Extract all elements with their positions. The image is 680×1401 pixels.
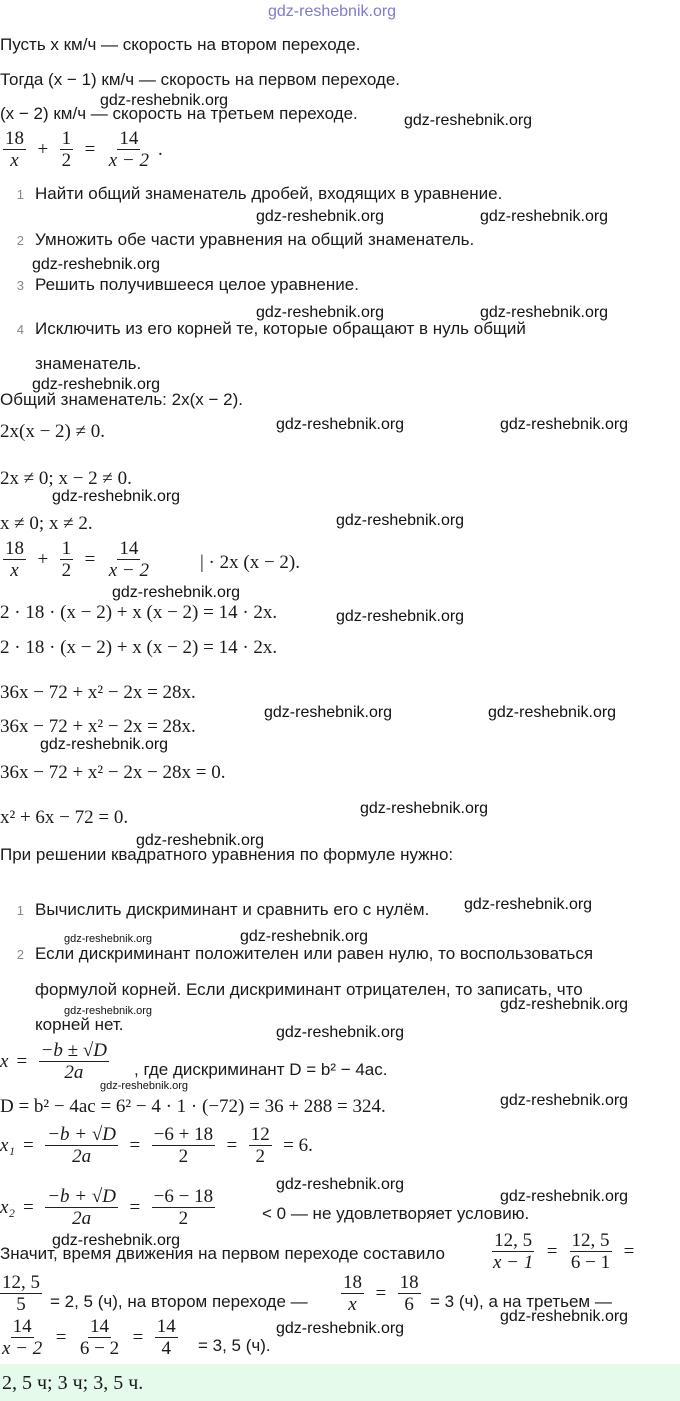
watermark: gdz-reshebnik.org	[100, 92, 229, 109]
step-number: 2	[16, 233, 24, 248]
watermark: gdz-reshebnik.org	[500, 996, 629, 1013]
multiplier: | · 2x (x − 2).	[200, 552, 301, 573]
watermark: gdz-reshebnik.org	[500, 1308, 629, 1325]
watermark: gdz-reshebnik.org	[256, 304, 385, 321]
nonzero-condition-1: 2x(x − 2) ≠ 0.	[0, 421, 106, 442]
step-number: 1	[16, 903, 24, 918]
time-third-result: = 3, 5 (ч).	[198, 1336, 271, 1355]
watermark: gdz-reshebnik.org	[276, 1320, 405, 1337]
watermark: gdz-reshebnik.org	[32, 376, 161, 393]
step-text: Решить получившееся целое уравнение.	[35, 275, 359, 294]
answer: 2, 5 ч; 3 ч; 3, 5 ч.	[2, 1372, 144, 1394]
watermark: gdz-reshebnik.org	[32, 256, 161, 273]
common-denominator: Общий знаменатель: 2x(x − 2).	[0, 390, 243, 409]
watermark: gdz-reshebnik.org	[336, 512, 465, 529]
expanded-2: 2 · 18 · (x − 2) + x (x − 2) = 14 · 2x.	[0, 637, 278, 658]
watermark: gdz-reshebnik.org	[480, 304, 609, 321]
watermark: gdz-reshebnik.org	[404, 112, 533, 129]
watermark: gdz-reshebnik.org	[64, 1005, 153, 1017]
watermark: gdz-reshebnik.org	[276, 1024, 405, 1041]
watermark: gdz-reshebnik.org	[500, 1188, 629, 1205]
root-x1: x₁ = $\frac{-b + √D}{2a}$ = $\frac{-6 + 18}{2}$ = $\frac{12}{2}$ = 6.	[0, 1124, 313, 1167]
root-formula: x = $\frac{-b \pm √D}{2a}$	[0, 1040, 108, 1083]
step-number: 2	[16, 947, 24, 962]
watermark: gdz-reshebnik.org	[136, 832, 265, 849]
watermark-top: gdz-reshebnik.org	[268, 3, 397, 20]
watermark: gdz-reshebnik.org	[264, 704, 393, 721]
step-text-cont: знаменатель.	[35, 354, 142, 373]
time-line-2: $\frac{12, 5}{5}$	[2, 1272, 40, 1315]
line-speed-first: Тогда (x − 1) км/ч — скорость на первом переходе.	[0, 70, 400, 89]
equation-main: $\frac{18}{x}$ + $\frac{1}{2}$ = $\frac{14}{x - 2}$ .	[5, 128, 163, 171]
equation-multiply: $\frac{18}{x}$ + $\frac{1}{2}$ = $\frac{14}{x - 2}$	[5, 538, 150, 581]
time-first-result: = 2, 5 (ч), на втором переходе —	[50, 1292, 308, 1311]
expanded-5: 36x − 72 + x² − 2x − 28x = 0.	[0, 762, 226, 783]
quadratic-equation: x² + 6x − 72 = 0.	[0, 807, 129, 828]
step-text: Найти общий знаменатель дробей, входящих в уравнение.	[35, 184, 503, 203]
step-text: Исключить из его корней те, которые обращают в нуль общий	[35, 319, 526, 338]
watermark: gdz-reshebnik.org	[276, 1176, 405, 1193]
watermark: gdz-reshebnik.org	[464, 896, 593, 913]
nonzero-condition-3: x ≠ 0; x ≠ 2.	[0, 513, 93, 534]
watermark: gdz-reshebnik.org	[52, 1232, 181, 1249]
watermark: gdz-reshebnik.org	[360, 800, 489, 817]
watermark: gdz-reshebnik.org	[52, 488, 181, 505]
watermark: gdz-reshebnik.org	[488, 704, 617, 721]
watermark: gdz-reshebnik.org	[336, 608, 465, 625]
watermark: gdz-reshebnik.org	[480, 208, 609, 225]
step-number: 4	[16, 322, 24, 337]
watermark: gdz-reshebnik.org	[40, 736, 169, 753]
time-line-3: $\frac{14}{x - 2}$ = $\frac{14}{6 - 2}$ = $\frac{14}{4}$	[2, 1316, 176, 1359]
nonzero-condition-2: 2x ≠ 0; x − 2 ≠ 0.	[0, 468, 132, 489]
quadratic-intro: При решении квадратного уравнения по формуле нужно:	[0, 845, 454, 864]
watermark: gdz-reshebnik.org	[100, 1080, 189, 1092]
time-intro: Значит, время движения на первом переходе составило	[0, 1244, 445, 1263]
expanded-4: 36x − 72 + x² − 2x = 28x.	[0, 716, 196, 737]
watermark: gdz-reshebnik.org	[256, 208, 385, 225]
step-text: Умножить обе части уравнения на общий знаменатель.	[35, 230, 475, 249]
watermark: gdz-reshebnik.org	[240, 928, 369, 945]
time-second-result: = 3 (ч), а на третьем —	[430, 1292, 612, 1311]
step-text: Вычислить дискриминант и сравнить его с нулём.	[35, 900, 430, 919]
discriminant-calc: D = b² − 4ac = 6² − 4 · 1 · (−72) = 36 + 288 = 324.	[0, 1096, 386, 1117]
line-speed-third: (x − 2) км/ч — скорость на третьем переходе.	[0, 104, 358, 123]
expanded-3: 36x − 72 + x² − 2x = 28x.	[0, 682, 196, 703]
watermark: gdz-reshebnik.org	[500, 1092, 629, 1109]
step-number: 1	[16, 187, 24, 202]
discriminant-def: , где дискриминант D = b² − 4ac.	[134, 1060, 388, 1079]
line-speed-second: Пусть x км/ч — скорость на втором переходе.	[0, 35, 361, 54]
expanded-1: 2 · 18 · (x − 2) + x (x − 2) = 14 · 2x.	[0, 602, 278, 623]
root-x2: x₂ = $\frac{-b + √D}{2a}$ = $\frac{-6 - 18}{2}$	[0, 1186, 214, 1229]
step-text-cont: формулой корней. Если дискриминант отрицателен, то записать, что	[35, 980, 583, 999]
watermark: gdz-reshebnik.org	[276, 416, 405, 433]
watermark: gdz-reshebnik.org	[500, 416, 629, 433]
time-first-fracs: $\frac{12, 5}{x - 1}$ = $\frac{12, 5}{6 - 1}$ =	[493, 1230, 635, 1273]
watermark: gdz-reshebnik.org	[112, 584, 241, 601]
step-text-cont: корней нет.	[35, 1015, 124, 1034]
watermark: gdz-reshebnik.org	[64, 933, 153, 945]
time-second-fracs: $\frac{18}{x}$ = $\frac{18}{6}$	[343, 1272, 419, 1315]
step-text: Если дискриминант положителен или равен нулю, то воспользоваться	[35, 944, 594, 963]
step-number: 3	[16, 278, 24, 293]
root-x2-reject: < 0 — не удовлетворяет условию.	[262, 1204, 530, 1223]
